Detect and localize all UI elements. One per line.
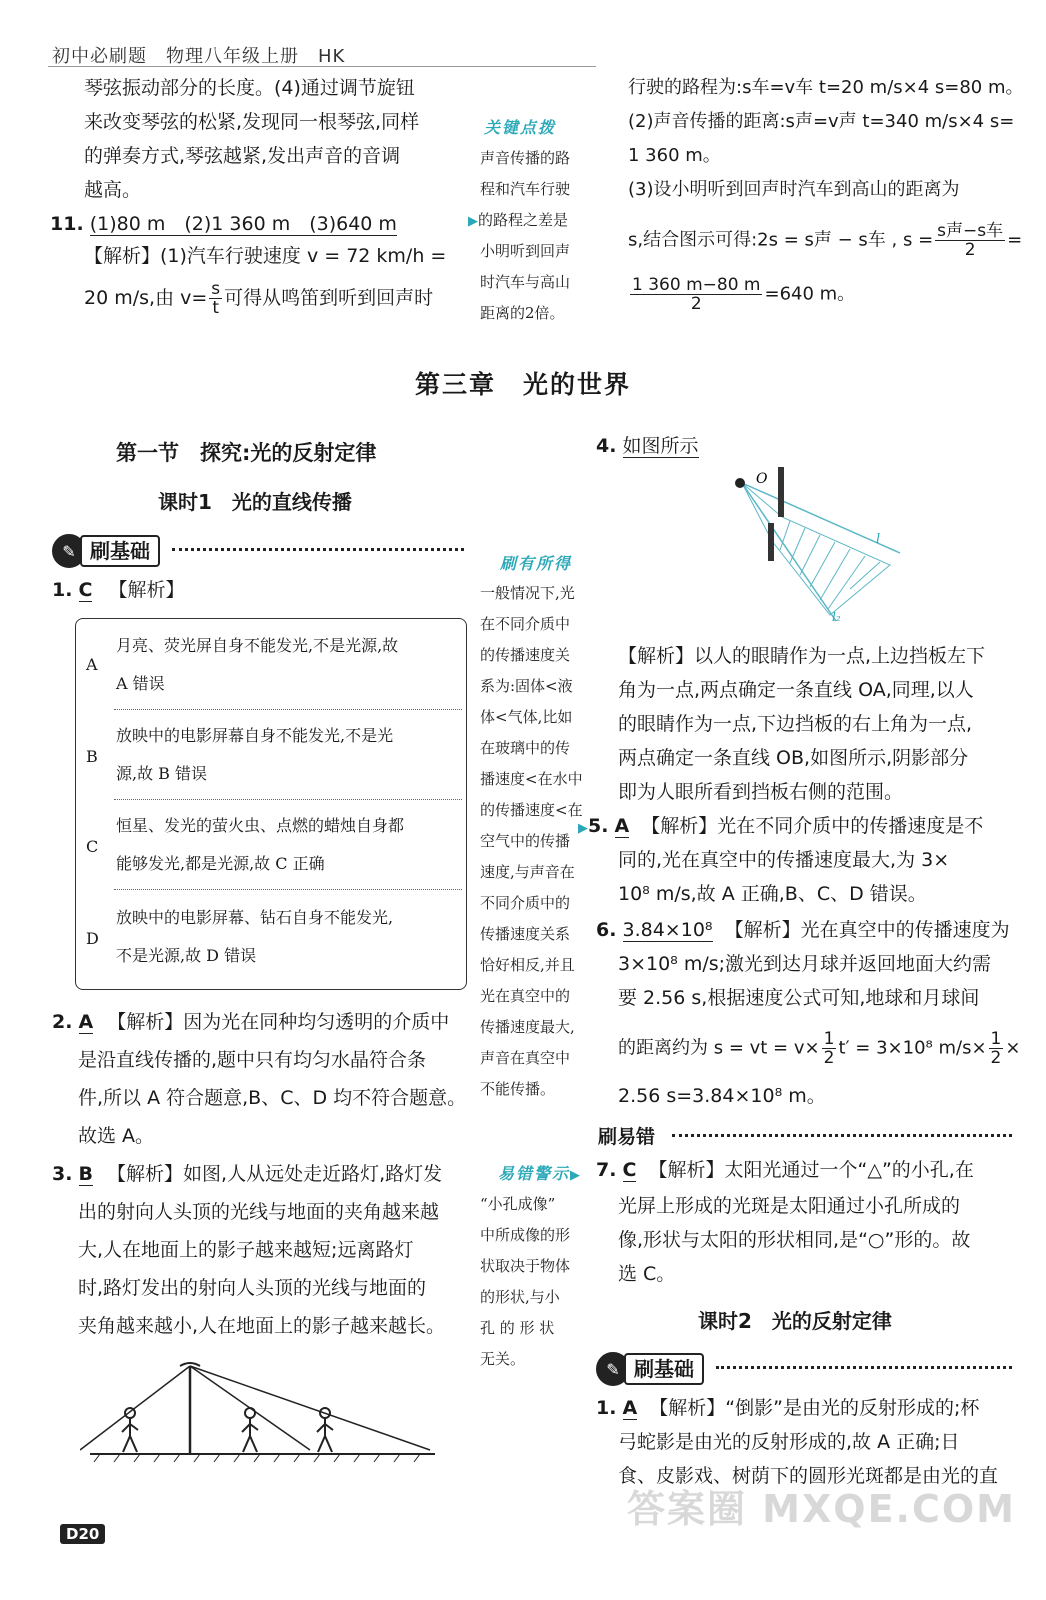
- text-line: (2)声音传播的距离:s声=v声 t=340 m/s×4 s=: [628, 111, 1015, 132]
- person-figure: [242, 1408, 258, 1452]
- option-text: 放映中的电影屏幕、钻石自身不能发光,: [116, 908, 394, 927]
- side-you-line: 在玻璃中的传: [480, 739, 571, 757]
- answer-letter: A: [78, 1011, 94, 1033]
- question-number: 3.: [52, 1163, 73, 1185]
- answer-text: 如图所示: [622, 435, 699, 457]
- visible-region: [742, 483, 890, 615]
- q5-line: [578, 814, 983, 841]
- formula-text: ×: [1005, 1037, 1021, 1059]
- row-divider: [114, 889, 462, 890]
- answer-text: (1)80 m (2)1 360 m (3)640 m: [89, 213, 397, 235]
- text-line: (3)设小明听到回声时汽车到高山的距离为: [628, 179, 960, 200]
- option-text: A 错误: [116, 674, 165, 693]
- question-number: 7.: [596, 1159, 617, 1181]
- text-line: 两点确定一条直线 OB,如图所示,阴影部分: [618, 747, 969, 769]
- formula-text: 20 m/s,由 v=: [84, 287, 208, 309]
- answer-letter: B: [78, 1163, 93, 1185]
- formula-text: =: [1007, 229, 1023, 251]
- text-line: 即为人眼所看到挡板右侧的范围。: [618, 781, 904, 803]
- table-row: [76, 619, 466, 707]
- side-key-line: 距离的2倍。: [480, 304, 565, 322]
- numerator: s声−s车: [937, 221, 1004, 241]
- numerator: 1: [990, 1029, 1002, 1049]
- question-number: 1.: [52, 579, 73, 601]
- option-key: B: [86, 747, 98, 766]
- side-warn-line: 中所成像的形: [480, 1226, 571, 1244]
- q4-line: [596, 434, 699, 458]
- analysis-tag: 【解析】: [108, 579, 185, 601]
- row-divider: [114, 709, 462, 710]
- denominator: 2: [690, 294, 702, 314]
- side-you-line: 恰好相反,并且: [480, 956, 575, 974]
- text-line: 的眼睛作为一点,下边挡板的右上角为一点,: [618, 713, 973, 735]
- formula-text: t′ = 3×10⁸ m/s×: [838, 1037, 987, 1059]
- section-title: 第一节 探究:光的反射定律: [116, 441, 377, 465]
- badge-basic: [596, 1352, 704, 1386]
- lamp-head: [180, 1363, 200, 1366]
- question-number: 5.: [588, 815, 609, 837]
- denominator: 2: [823, 1048, 835, 1068]
- side-you-line: 体<气体,比如: [480, 708, 573, 726]
- dotted-rule: [172, 548, 464, 551]
- side-you-line: 的传播速度<在: [480, 801, 583, 819]
- text-line: 要 2.56 s,根据速度公式可知,地球和月球间: [618, 987, 980, 1009]
- chapter-title: 第三章 光的世界: [414, 370, 631, 399]
- text-line: 2.56 s=3.84×10⁸ m。: [618, 1085, 826, 1107]
- answer-letter: C: [622, 1159, 637, 1181]
- option-text: 放映中的电影屏幕自身不能发光,不是光: [116, 726, 394, 745]
- analysis-text: 【解析】光在真空中的传播速度为: [724, 919, 1010, 941]
- question-number: 11.: [50, 213, 84, 235]
- badge-label: 刷基础: [624, 1353, 704, 1385]
- side-you-line: 光在真空中的: [480, 987, 571, 1005]
- person-figure: [122, 1408, 138, 1452]
- fraction: [989, 1030, 1004, 1067]
- text-line: 选 C。: [618, 1263, 676, 1285]
- option-text: 不是光源,故 D 错误: [116, 946, 257, 965]
- arrow-icon: ▶: [468, 214, 478, 229]
- side-warn-line: 的形状,与小: [480, 1288, 560, 1306]
- text-line: 时,路灯发出的射向人头顶的光线与地面的: [78, 1277, 427, 1299]
- formula-text: s,结合图示可得:2s = s声 − s车 , s =: [628, 229, 934, 251]
- side-you-line: 系为:固体<液: [480, 677, 573, 695]
- answer-letter: A: [614, 815, 630, 837]
- side-you-line: 不同介质中的: [480, 894, 571, 912]
- text-line: 出的射向人头顶的光线与地面的夹角越来越: [78, 1201, 440, 1223]
- numerator: 1 360 m−80 m: [632, 275, 761, 295]
- pencil-icon: ✎: [596, 1352, 630, 1386]
- arrow-icon: ▶: [570, 1168, 583, 1183]
- q6-line: [596, 918, 1010, 942]
- numerator: s: [211, 279, 221, 299]
- text-line: 3×10⁸ m/s;激光到达月球并返回地面大约需: [618, 953, 992, 975]
- upper-barrier: [778, 467, 784, 517]
- text-line: 大,人在地面上的影子越来越短;远离路灯: [78, 1239, 414, 1261]
- table-row: [76, 801, 466, 889]
- text-line: 夹角越来越小,人在地面上的影子越来越长。: [78, 1315, 446, 1337]
- watermark: 答案圈 MXQE.COM: [626, 1487, 1016, 1531]
- text-line: 像,形状与太阳的形状相同,是“○”形的。故: [618, 1229, 971, 1251]
- answer-letter: C: [78, 579, 93, 601]
- q11-answer-line: [50, 212, 397, 236]
- side-warn-title-text: 易错警示: [498, 1164, 571, 1183]
- option-text: 源,故 B 错误: [116, 764, 208, 783]
- text-line: 食、皮影戏、树荫下的圆形光斑都是由光的直: [618, 1465, 999, 1487]
- analysis-text: 【解析】如图,人从远处走近路灯,路灯发: [107, 1163, 443, 1185]
- table-row: [76, 711, 466, 799]
- side-key-line: 程和汽车行驶: [480, 180, 571, 198]
- fraction: [630, 276, 762, 313]
- ground-hatching: [94, 1454, 420, 1462]
- q7-line: [596, 1158, 974, 1182]
- formula-text: 的距离约为 s = vt = v×: [618, 1037, 820, 1059]
- header-rule: [48, 66, 596, 67]
- badge-label: 刷基础: [80, 535, 160, 567]
- side-key-line: 小明听到回声: [480, 242, 571, 260]
- answer-letter: A: [622, 1397, 638, 1419]
- formula-line: [628, 222, 1022, 259]
- light-ray: [190, 1366, 430, 1450]
- badge-basic: [52, 534, 160, 568]
- side-warn-line: 无关。: [480, 1350, 526, 1368]
- question-number: 6.: [596, 919, 617, 941]
- side-you-title: 刷有所得: [500, 554, 573, 573]
- side-warn-line: 状取决于物体: [480, 1257, 571, 1275]
- numerator: 1: [823, 1029, 835, 1049]
- analysis-text: 【解析】光在不同介质中的传播速度是不: [641, 815, 984, 837]
- option-key: C: [86, 837, 99, 856]
- text-line: 来改变琴弦的松紧,发现同一根琴弦,同样: [84, 111, 420, 133]
- q1-answer-line: [52, 578, 185, 602]
- side-key-line: 声音传播的路: [480, 149, 571, 167]
- side-you-line: 速度,与声音在: [480, 863, 575, 881]
- lesson-title: 课时1 光的直线传播: [158, 490, 352, 514]
- answer-text: 3.84×10⁸: [622, 919, 713, 941]
- side-key-line: [468, 205, 568, 237]
- street-lamp-figure: [80, 1358, 440, 1468]
- q3-line: [52, 1162, 442, 1186]
- fraction: [822, 1030, 837, 1067]
- formula-text: =640 m。: [764, 283, 856, 305]
- side-you-line: 传播速度最大,: [480, 1018, 575, 1036]
- formula-line: [628, 276, 855, 313]
- text-line: 10⁸ m/s,故 A 正确,B、C、D 错误。: [618, 883, 927, 905]
- side-you-line: 声音在真空中: [480, 1049, 571, 1067]
- denominator: t: [212, 298, 220, 318]
- side-key-title: 关键点拨: [484, 118, 557, 137]
- eye-icon: [735, 478, 745, 488]
- question-number: 1.: [596, 1397, 617, 1419]
- side-key-text: 的路程之差是: [478, 211, 569, 229]
- arrow-icon: ▶: [578, 821, 588, 836]
- option-key: A: [86, 655, 98, 674]
- text-line: 同的,光在真空中的传播速度最大,为 3×: [618, 849, 950, 871]
- text-line: 琴弦振动部分的长度。(4)通过调节旋钮: [84, 77, 415, 99]
- question-number: 4.: [596, 435, 617, 457]
- analysis-text: 【解析】因为光在同种均匀透明的介质中: [107, 1011, 450, 1033]
- side-you-line: 一般情况下,光: [480, 584, 575, 602]
- text-line: 【解析】以人的眼睛作为一点,上边挡板左下: [618, 645, 986, 667]
- dotted-rule: [716, 1366, 1012, 1369]
- running-header: 初中必刷题 物理八年级上册 HK: [52, 46, 346, 67]
- row-divider: [114, 799, 462, 800]
- fraction: [209, 280, 222, 317]
- formula-line: [618, 1030, 1020, 1067]
- person-figure: [317, 1408, 333, 1452]
- text-line: 的弹奏方式,琴弦越紧,发出声音的音调: [84, 145, 401, 167]
- lower-barrier: [768, 523, 774, 561]
- table-row: [76, 891, 466, 983]
- option-key: D: [86, 929, 99, 948]
- analysis-text: 【解析】太阳光通过一个“△”的小孔,在: [648, 1159, 974, 1181]
- q11-formula-line: [84, 280, 433, 317]
- dotted-rule: [672, 1134, 1012, 1137]
- formula-text: 可得从鸣笛到听到回声时: [224, 287, 434, 309]
- shading-lines: [780, 521, 880, 609]
- side-you-line: 空气中的传播: [480, 832, 571, 850]
- side-warn-line: 孔 的 形 状: [480, 1319, 555, 1337]
- text-line: 1 360 m。: [628, 145, 721, 166]
- text-line: 是沿直线传播的,题中只有均匀水晶符合条: [78, 1049, 427, 1071]
- label-l1: l: [876, 532, 881, 547]
- side-warn-title: [498, 1158, 582, 1191]
- text-line: 故选 A。: [78, 1125, 155, 1147]
- q2-line: [52, 1010, 449, 1034]
- side-you-line: 不能传播。: [480, 1080, 556, 1098]
- side-you-line: 传播速度关系: [480, 925, 571, 943]
- side-warn-line: “小孔成像”: [480, 1195, 556, 1213]
- q1b-line: [596, 1396, 979, 1420]
- side-you-line: 在不同介质中: [480, 615, 571, 633]
- analysis-table: [75, 618, 467, 990]
- option-text: 能够发光,都是光源,故 C 正确: [116, 854, 325, 873]
- side-key-line: 时汽车与高山: [480, 273, 571, 291]
- label-l2: l₂: [832, 610, 841, 624]
- side-you-line: 的传播速度关: [480, 646, 571, 664]
- eye-barrier-figure: [720, 465, 920, 625]
- denominator: 2: [990, 1048, 1002, 1068]
- text-line: 弓蛇影是由光的反射形成的,故 A 正确;日: [618, 1431, 960, 1453]
- fraction: [935, 222, 1005, 259]
- option-text: 月亮、荧光屏自身不能发光,不是光源,故: [116, 636, 399, 655]
- lesson-title: 课时2 光的反射定律: [698, 1309, 892, 1333]
- text-line: 【解析】(1)汽车行驶速度 v = 72 km/h =: [84, 245, 447, 267]
- pencil-icon: ✎: [52, 534, 86, 568]
- light-ray: [80, 1366, 190, 1450]
- page-number: D20: [60, 1524, 105, 1544]
- label-o: O: [756, 471, 768, 487]
- option-text: 恒星、发光的萤火虫、点燃的蜡烛自身都: [116, 816, 405, 835]
- text-line: 越高。: [84, 179, 142, 201]
- analysis-text: 【解析】“倒影”是由光的反射形成的;杯: [649, 1397, 980, 1419]
- question-number: 2.: [52, 1011, 73, 1033]
- denominator: 2: [964, 240, 976, 260]
- text-line: 件,所以 A 符合题意,B、C、D 均不符合题意。: [78, 1087, 467, 1109]
- easy-error-heading: 刷易错: [598, 1126, 656, 1148]
- text-line: 角为一点,两点确定一条直线 OA,同理,以人: [618, 679, 974, 701]
- side-you-line: 播速度<在水中: [480, 770, 583, 788]
- text-line: 行驶的路程为:s车=v车 t=20 m/s×4 s=80 m。: [628, 77, 1024, 98]
- text-line: 光屏上形成的光斑是太阳通过小孔所成的: [618, 1195, 961, 1217]
